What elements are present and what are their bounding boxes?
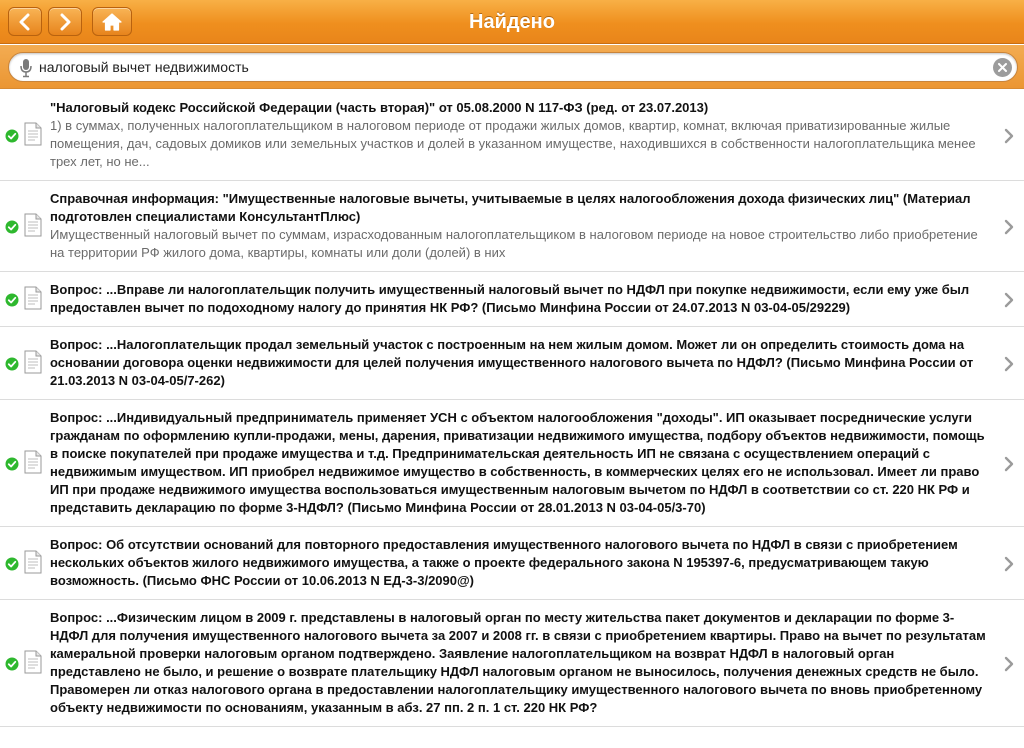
result-snippet: 1) в суммах, полученных налогоплательщиком в налоговом периоде от продажи жилых домов, квартир, комнат, включая приватизированные жилые помещения, дач, садовых домиков или земельных участков и долей в указанном имуществе, находившихся в собственности налогоплательщика менее трех лет, но не... xyxy=(50,118,976,169)
result-text xyxy=(0,90,1024,180)
document-icon xyxy=(23,213,43,237)
result-title: Вопрос: Об отсутствии оснований для повторного предоставления имущественного налогового вычета по НДФЛ в связи с приобретением нескольких объектов жилого недвижимого имущества, а также о проекте федерального закона N 195397-6, предусматривающем такую возможность. (Письмо ФНС России от 10.06.2013 N ЕД-3-3/2090@) xyxy=(50,537,958,588)
document-icon xyxy=(23,450,43,474)
chevron-right-icon xyxy=(1004,556,1014,572)
chevron-right-icon xyxy=(1004,456,1014,472)
result-text xyxy=(0,181,1024,271)
document-icon xyxy=(23,550,43,574)
result-text xyxy=(0,600,1024,726)
document-icon xyxy=(23,122,43,146)
check-icon xyxy=(5,657,19,671)
result-snippet: Имущественный налоговый вычет по суммам, израсходованным налогоплательщиком в налоговом периоде на новое строительство либо приобретение на территории РФ жилого дома, квартиры, комнаты или доли (долей) в них xyxy=(50,227,978,260)
result-text xyxy=(0,400,1024,526)
result-item[interactable] xyxy=(0,400,1024,527)
chevron-right-icon xyxy=(1004,356,1014,372)
result-item[interactable] xyxy=(0,90,1024,181)
check-icon xyxy=(5,293,19,307)
chevron-right-icon xyxy=(1004,219,1014,235)
search-field[interactable] xyxy=(8,52,1018,82)
microphone-icon[interactable] xyxy=(20,58,32,78)
result-title: Вопрос: ...Индивидуальный предприниматель применяет УСН с объектом налогообложения "доходы". ИП оказывает посреднические услуги гражданам по оформлению купли-продажи, мены, дарения, приватизации недвижимого имущества, подбору объектов недвижимости, помощь в поиске покупателей при продаже имущества и т.д. Предпринимательская деятельность ИП не связана с осуществлением операций с недвижимым имуществом. ИП приобрел недвижимое имущество в собственность, в коммерческих целях его не использовал. Имеет ли право ИП при продаже недвижимого имущества воспользоваться имущественным налоговым вычетом по НДФЛ в соответствии со ст. 220 НК РФ и представить декларацию по форме 3-НДФЛ? (Письмо Минфина России от 28.01.2013 N 03-04-05/3-70) xyxy=(50,410,985,515)
check-icon xyxy=(5,220,19,234)
result-item[interactable] xyxy=(0,181,1024,272)
document-icon xyxy=(23,286,43,310)
result-title: Справочная информация: "Имущественные налоговые вычеты, учитываемые в целях налогообложения дохода физических лиц" (Материал подготовлен специалистами КонсультантПлюс) xyxy=(50,191,971,224)
result-item[interactable] xyxy=(0,600,1024,727)
search-bar xyxy=(0,45,1024,89)
result-text xyxy=(0,272,1024,326)
check-icon xyxy=(5,129,19,143)
result-title: Вопрос: ...Налогоплательщик продал земельный участок с построенным на нем жилым домом. Может ли он определить стоимость дома на основании договора оценки недвижимости для целей получения имущественного налогового вычета по НДФЛ? (Письмо Минфина России от 21.03.2013 N 03-04-05/7-262) xyxy=(50,337,974,388)
chevron-right-icon xyxy=(1004,656,1014,672)
result-text xyxy=(0,327,1024,399)
page-title: Найдено xyxy=(469,11,555,33)
result-title: "Налоговый кодекс Российской Федерации (часть вторая)" от 05.08.2000 N 117-ФЗ (ред. от 23.07.2013) xyxy=(50,100,709,115)
check-icon xyxy=(5,457,19,471)
document-icon xyxy=(23,350,43,374)
result-title: Вопрос: ...Физическим лицом в 2009 г. представлены в налоговый орган по месту жительства пакет документов и декларации по форме 3-НДФЛ для получения имущественного налогового вычета за 2007 и 2008 гг. в связи с приобретением квартиры. Право на вычет по результатам камеральной проверки налоговым органом подтверждено. Заявление налогоплательщиком на возврат НДФЛ в налоговый орган представлено не было, и решение о возврате плательщику НДФЛ налоговым органом не выносилось, получения денежных средств не было. Правомерен ли отказ налогового органа в предоставлении налогоплательщику имущественного налогового вычета по вновь приобретенному объекту недвижимости по основаниям, указанным в абз. 27 пп. 2 п. 1 ст. 220 НК РФ? xyxy=(50,610,986,715)
result-item[interactable] xyxy=(0,327,1024,400)
result-title: Вопрос: ...Вправе ли налогоплательщик получить имущественный налоговый вычет по НДФЛ при покупке недвижимости, если ему уже был предоставлен вычет по подоходному налогу до принятия НК РФ? (Письмо Минфина России от 24.07.2013 N 03-04-05/29229) xyxy=(50,282,970,315)
results-list xyxy=(0,90,1024,748)
clear-icon[interactable] xyxy=(993,58,1012,77)
chevron-right-icon xyxy=(1004,292,1014,308)
navigation-bar xyxy=(0,0,1024,44)
chevron-right-icon xyxy=(1004,128,1014,144)
check-icon xyxy=(5,557,19,571)
document-icon xyxy=(23,650,43,674)
result-item[interactable] xyxy=(0,527,1024,600)
search-input[interactable] xyxy=(39,53,979,81)
result-item[interactable] xyxy=(0,272,1024,327)
result-text xyxy=(0,527,1024,599)
check-icon xyxy=(5,357,19,371)
